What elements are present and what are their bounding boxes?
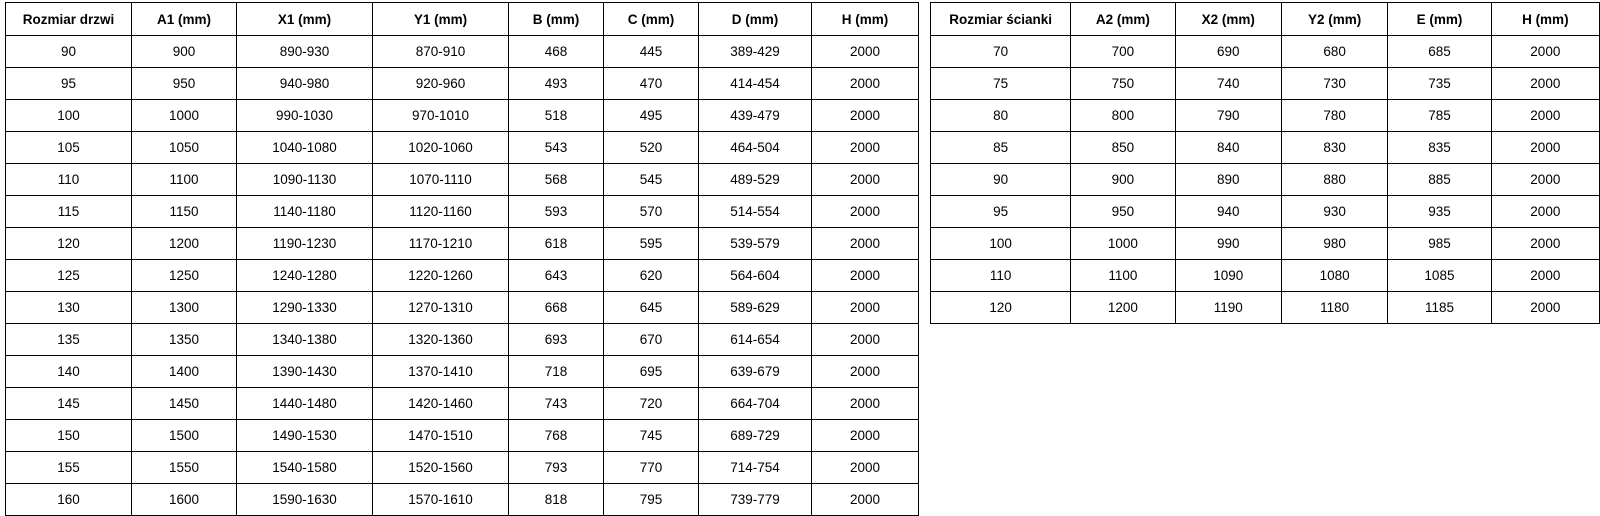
- table-cell: 568: [509, 164, 604, 196]
- table-cell: 620: [604, 260, 699, 292]
- table-cell: 1550: [132, 452, 237, 484]
- table-cell: 785: [1388, 100, 1491, 132]
- table-cell: 735: [1388, 68, 1491, 100]
- table-cell: 1140-1180: [237, 196, 373, 228]
- table-cell: 543: [509, 132, 604, 164]
- table-cell: 464-504: [699, 132, 812, 164]
- table-cell: 1050: [132, 132, 237, 164]
- table-cell: 2000: [812, 452, 919, 484]
- table-cell: 1440-1480: [237, 388, 373, 420]
- table-cell: 2000: [812, 260, 919, 292]
- table-row: [931, 36, 1600, 68]
- table-cell: 695: [604, 356, 699, 388]
- table-cell: 470: [604, 68, 699, 100]
- table-row: [6, 452, 919, 484]
- table-cell: 1220-1260: [373, 260, 509, 292]
- table-cell: 1070-1110: [373, 164, 509, 196]
- table-cell: 718: [509, 356, 604, 388]
- table-row: [6, 196, 919, 228]
- table-row: [6, 68, 919, 100]
- walls-column-header: H (mm): [1491, 3, 1599, 36]
- table-cell: 589-629: [699, 292, 812, 324]
- table-cell: 1540-1580: [237, 452, 373, 484]
- table-cell: 2000: [1491, 292, 1599, 324]
- walls-column-header: E (mm): [1388, 3, 1491, 36]
- table-cell: 115: [6, 196, 132, 228]
- walls-dimensions-table: [930, 2, 1600, 324]
- table-cell: 990-1030: [237, 100, 373, 132]
- table-cell: 1470-1510: [373, 420, 509, 452]
- table-cell: 135: [6, 324, 132, 356]
- table-cell: 739-779: [699, 484, 812, 516]
- table-cell: 750: [1071, 68, 1175, 100]
- table-cell: 95: [931, 196, 1071, 228]
- table-cell: 618: [509, 228, 604, 260]
- table-cell: 110: [6, 164, 132, 196]
- table-cell: 2000: [1491, 260, 1599, 292]
- table-cell: 1400: [132, 356, 237, 388]
- table-cell: 2000: [812, 484, 919, 516]
- table-cell: 950: [132, 68, 237, 100]
- table-cell: 720: [604, 388, 699, 420]
- table-cell: 689-729: [699, 420, 812, 452]
- doors-table-body: [6, 36, 919, 516]
- table-cell: 2000: [812, 388, 919, 420]
- table-cell: 643: [509, 260, 604, 292]
- table-cell: 690: [1175, 36, 1281, 68]
- table-cell: 685: [1388, 36, 1491, 68]
- table-cell: 795: [604, 484, 699, 516]
- table-cell: 389-429: [699, 36, 812, 68]
- table-cell: 835: [1388, 132, 1491, 164]
- table-row: [931, 292, 1600, 324]
- table-cell: 668: [509, 292, 604, 324]
- table-cell: 140: [6, 356, 132, 388]
- table-cell: 1090: [1175, 260, 1281, 292]
- doors-column-header: B (mm): [509, 3, 604, 36]
- doors-column-header: D (mm): [699, 3, 812, 36]
- table-row: [6, 164, 919, 196]
- table-cell: 743: [509, 388, 604, 420]
- table-cell: 105: [6, 132, 132, 164]
- table-cell: 1570-1610: [373, 484, 509, 516]
- table-row: [6, 132, 919, 164]
- table-cell: 1100: [1071, 260, 1175, 292]
- table-cell: 70: [931, 36, 1071, 68]
- table-cell: 800: [1071, 100, 1175, 132]
- table-row: [931, 260, 1600, 292]
- table-cell: 920-960: [373, 68, 509, 100]
- table-cell: 2000: [812, 228, 919, 260]
- table-row: [931, 164, 1600, 196]
- doors-column-header: X1 (mm): [237, 3, 373, 36]
- table-cell: 1200: [1071, 292, 1175, 324]
- table-cell: 80: [931, 100, 1071, 132]
- table-cell: 680: [1281, 36, 1387, 68]
- doors-column-header: Y1 (mm): [373, 3, 509, 36]
- table-cell: 970-1010: [373, 100, 509, 132]
- table-header-row: [931, 3, 1600, 36]
- table-cell: 2000: [812, 36, 919, 68]
- table-cell: 1300: [132, 292, 237, 324]
- table-cell: 90: [931, 164, 1071, 196]
- table-cell: 890: [1175, 164, 1281, 196]
- table-cell: 2000: [812, 356, 919, 388]
- table-cell: 890-930: [237, 36, 373, 68]
- table-cell: 2000: [1491, 164, 1599, 196]
- walls-dimensions-table-container: [930, 2, 1600, 324]
- table-cell: 160: [6, 484, 132, 516]
- table-cell: 2000: [1491, 36, 1599, 68]
- table-cell: 900: [1071, 164, 1175, 196]
- table-cell: 120: [931, 292, 1071, 324]
- table-cell: 1200: [132, 228, 237, 260]
- table-cell: 514-554: [699, 196, 812, 228]
- table-cell: 1120-1160: [373, 196, 509, 228]
- table-row: [931, 100, 1600, 132]
- table-row: [6, 260, 919, 292]
- table-cell: 1290-1330: [237, 292, 373, 324]
- walls-column-header: Rozmiar ścianki: [931, 3, 1071, 36]
- table-cell: 1000: [1071, 228, 1175, 260]
- table-cell: 930: [1281, 196, 1387, 228]
- table-cell: 1000: [132, 100, 237, 132]
- doors-dimensions-table-container: [5, 2, 919, 516]
- table-cell: 639-679: [699, 356, 812, 388]
- table-row: [6, 228, 919, 260]
- table-cell: 2000: [1491, 196, 1599, 228]
- table-cell: 670: [604, 324, 699, 356]
- table-cell: 90: [6, 36, 132, 68]
- table-cell: 940: [1175, 196, 1281, 228]
- table-cell: 985: [1388, 228, 1491, 260]
- table-cell: 850: [1071, 132, 1175, 164]
- table-cell: 75: [931, 68, 1071, 100]
- table-cell: 980: [1281, 228, 1387, 260]
- table-cell: 518: [509, 100, 604, 132]
- table-cell: 100: [931, 228, 1071, 260]
- table-cell: 1190-1230: [237, 228, 373, 260]
- doors-column-header: H (mm): [812, 3, 919, 36]
- table-cell: 85: [931, 132, 1071, 164]
- table-cell: 935: [1388, 196, 1491, 228]
- table-cell: 614-654: [699, 324, 812, 356]
- table-cell: 2000: [812, 100, 919, 132]
- table-row: [6, 292, 919, 324]
- table-cell: 990: [1175, 228, 1281, 260]
- table-row: [931, 228, 1600, 260]
- table-cell: 1170-1210: [373, 228, 509, 260]
- walls-column-header: X2 (mm): [1175, 3, 1281, 36]
- table-cell: 95: [6, 68, 132, 100]
- table-cell: 520: [604, 132, 699, 164]
- table-cell: 900: [132, 36, 237, 68]
- table-cell: 595: [604, 228, 699, 260]
- table-row: [6, 356, 919, 388]
- table-cell: 885: [1388, 164, 1491, 196]
- table-cell: 2000: [812, 324, 919, 356]
- table-cell: 1420-1460: [373, 388, 509, 420]
- table-cell: 1185: [1388, 292, 1491, 324]
- table-cell: 1600: [132, 484, 237, 516]
- table-cell: 1490-1530: [237, 420, 373, 452]
- table-cell: 1390-1430: [237, 356, 373, 388]
- table-cell: 1250: [132, 260, 237, 292]
- table-row: [6, 484, 919, 516]
- table-cell: 1500: [132, 420, 237, 452]
- table-cell: 489-529: [699, 164, 812, 196]
- table-cell: 2000: [1491, 132, 1599, 164]
- table-cell: 745: [604, 420, 699, 452]
- table-cell: 1090-1130: [237, 164, 373, 196]
- table-cell: 145: [6, 388, 132, 420]
- table-cell: 2000: [812, 132, 919, 164]
- table-cell: 730: [1281, 68, 1387, 100]
- table-cell: 495: [604, 100, 699, 132]
- table-cell: 693: [509, 324, 604, 356]
- table-cell: 155: [6, 452, 132, 484]
- table-cell: 468: [509, 36, 604, 68]
- table-cell: 790: [1175, 100, 1281, 132]
- table-row: [6, 324, 919, 356]
- table-cell: 1190: [1175, 292, 1281, 324]
- table-cell: 714-754: [699, 452, 812, 484]
- walls-table-header: [931, 3, 1600, 36]
- table-cell: 2000: [1491, 68, 1599, 100]
- table-cell: 2000: [1491, 100, 1599, 132]
- table-cell: 1085: [1388, 260, 1491, 292]
- table-cell: 125: [6, 260, 132, 292]
- table-cell: 1040-1080: [237, 132, 373, 164]
- table-cell: 2000: [812, 68, 919, 100]
- table-row: [6, 100, 919, 132]
- table-cell: 2000: [812, 292, 919, 324]
- table-cell: 870-910: [373, 36, 509, 68]
- table-cell: 445: [604, 36, 699, 68]
- table-cell: 830: [1281, 132, 1387, 164]
- table-cell: 1270-1310: [373, 292, 509, 324]
- table-cell: 1520-1560: [373, 452, 509, 484]
- table-cell: 1450: [132, 388, 237, 420]
- table-row: [931, 68, 1600, 100]
- table-row: [931, 132, 1600, 164]
- table-cell: 439-479: [699, 100, 812, 132]
- table-cell: 1340-1380: [237, 324, 373, 356]
- table-cell: 950: [1071, 196, 1175, 228]
- table-cell: 1370-1410: [373, 356, 509, 388]
- table-header-row: [6, 3, 919, 36]
- walls-column-header: A2 (mm): [1071, 3, 1175, 36]
- table-cell: 2000: [1491, 228, 1599, 260]
- table-cell: 1320-1360: [373, 324, 509, 356]
- table-cell: 840: [1175, 132, 1281, 164]
- table-row: [6, 420, 919, 452]
- table-cell: 130: [6, 292, 132, 324]
- walls-table-body: [931, 36, 1600, 324]
- doors-dimensions-table: [5, 2, 919, 516]
- doors-table-header: [6, 3, 919, 36]
- table-cell: 770: [604, 452, 699, 484]
- doors-column-header: Rozmiar drzwi: [6, 3, 132, 36]
- table-cell: 768: [509, 420, 604, 452]
- walls-column-header: Y2 (mm): [1281, 3, 1387, 36]
- table-cell: 645: [604, 292, 699, 324]
- table-cell: 493: [509, 68, 604, 100]
- table-cell: 120: [6, 228, 132, 260]
- table-cell: 940-980: [237, 68, 373, 100]
- table-cell: 664-704: [699, 388, 812, 420]
- table-cell: 100: [6, 100, 132, 132]
- table-cell: 780: [1281, 100, 1387, 132]
- table-cell: 150: [6, 420, 132, 452]
- table-cell: 793: [509, 452, 604, 484]
- table-cell: 1020-1060: [373, 132, 509, 164]
- table-cell: 414-454: [699, 68, 812, 100]
- table-cell: 1080: [1281, 260, 1387, 292]
- table-cell: 880: [1281, 164, 1387, 196]
- table-cell: 570: [604, 196, 699, 228]
- table-cell: 539-579: [699, 228, 812, 260]
- doors-column-header: A1 (mm): [132, 3, 237, 36]
- table-cell: 818: [509, 484, 604, 516]
- doors-column-header: C (mm): [604, 3, 699, 36]
- table-cell: 1150: [132, 196, 237, 228]
- table-cell: 740: [1175, 68, 1281, 100]
- table-row: [6, 388, 919, 420]
- table-cell: 593: [509, 196, 604, 228]
- table-cell: 2000: [812, 196, 919, 228]
- table-cell: 1590-1630: [237, 484, 373, 516]
- table-cell: 110: [931, 260, 1071, 292]
- table-cell: 545: [604, 164, 699, 196]
- table-cell: 2000: [812, 164, 919, 196]
- table-cell: 2000: [812, 420, 919, 452]
- table-cell: 700: [1071, 36, 1175, 68]
- table-cell: 1180: [1281, 292, 1387, 324]
- table-row: [6, 36, 919, 68]
- table-row: [931, 196, 1600, 228]
- table-cell: 1350: [132, 324, 237, 356]
- table-cell: 1100: [132, 164, 237, 196]
- table-cell: 1240-1280: [237, 260, 373, 292]
- table-cell: 564-604: [699, 260, 812, 292]
